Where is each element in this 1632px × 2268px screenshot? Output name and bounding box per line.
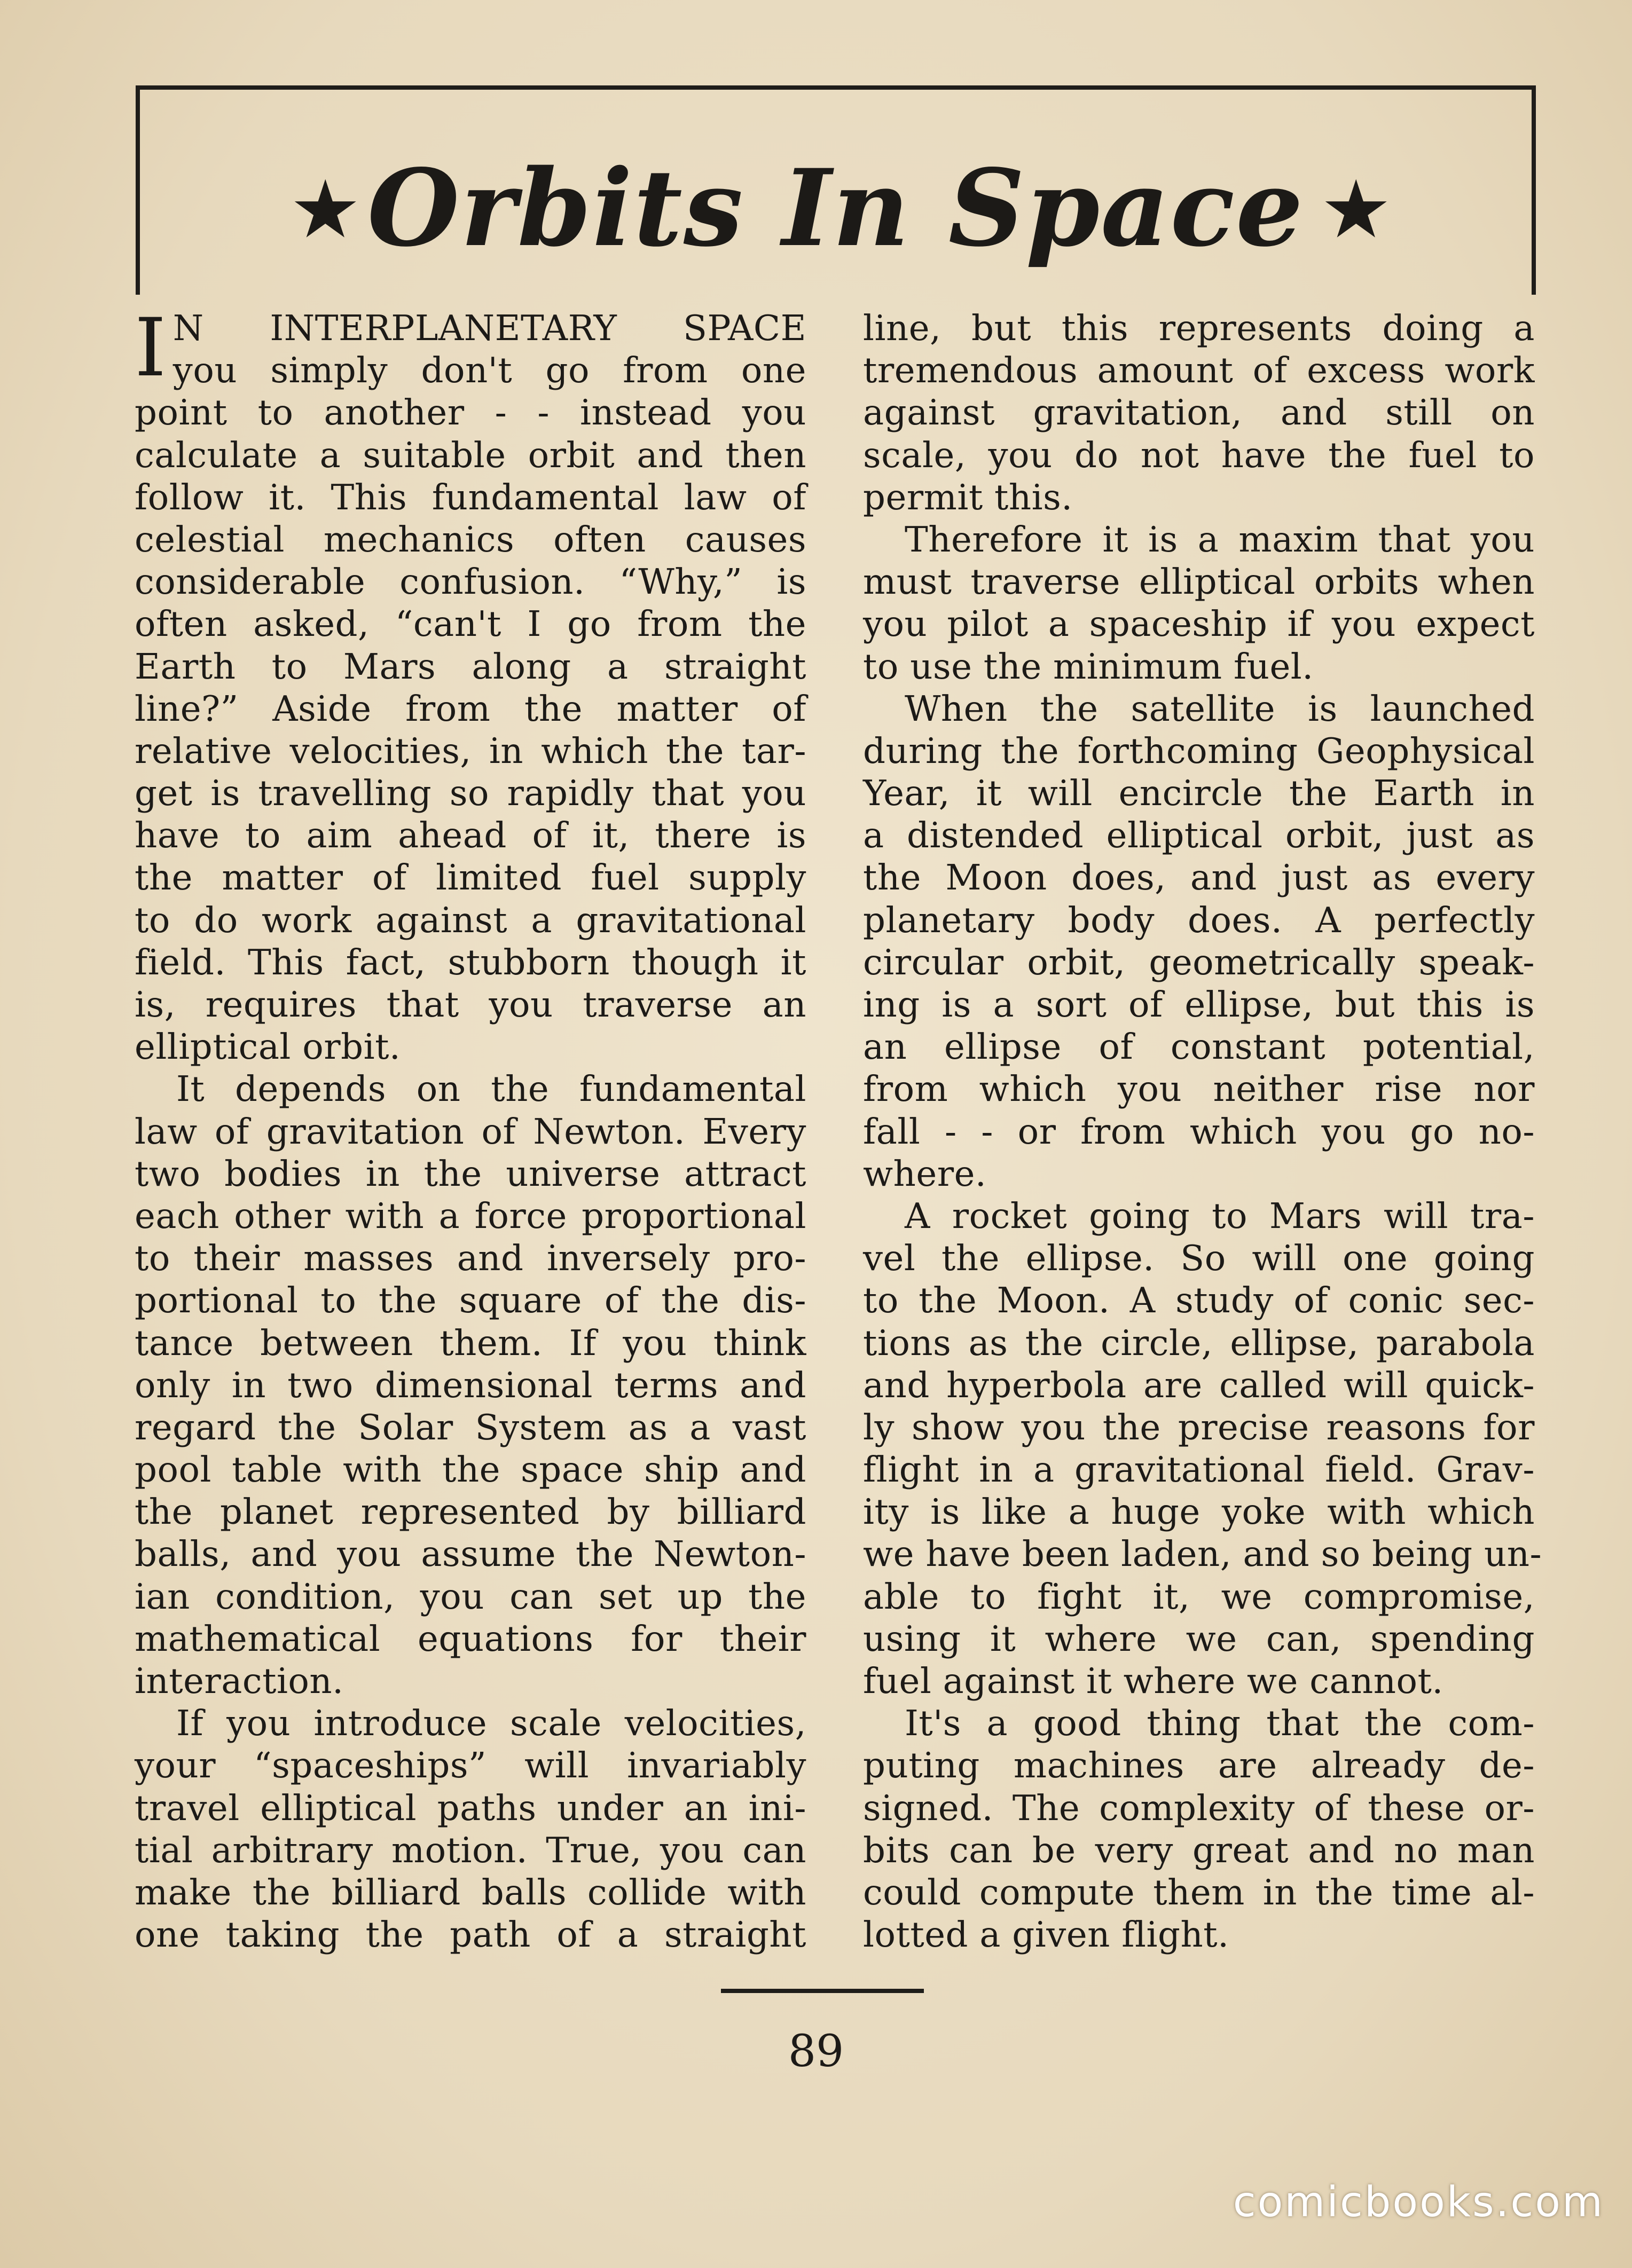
text-line: you pilot a spaceship if you expect: [863, 604, 1535, 645]
text-line: Earth to Mars along a straight: [135, 646, 806, 687]
text-line: each other with a force proportional: [135, 1195, 806, 1237]
text-line: mathematical equations for their: [135, 1618, 806, 1659]
text-line: during the forthcoming Geophysical: [863, 730, 1535, 771]
text-line: and hyperbola are called will quick-: [863, 1365, 1535, 1406]
text-line: to their masses and inversely pro-: [135, 1238, 806, 1279]
text-line: ity is like a huge yoke with which: [863, 1492, 1535, 1533]
text-line: the Moon does, and just as every: [863, 857, 1535, 899]
text-line: regard the Solar System as a vast: [135, 1407, 806, 1448]
text-line: one taking the path of a straight: [135, 1915, 806, 1956]
text-line: bits can be very great and no man: [863, 1830, 1535, 1871]
text-line: travel elliptical paths under an ini-: [135, 1787, 806, 1829]
text-line: the matter of limited fuel supply: [135, 857, 806, 899]
text-line: is, requires that you traverse an: [135, 985, 806, 1025]
text-line: ly show you the precise reasons for: [863, 1407, 1535, 1448]
text-line: only in two dimensional terms and: [135, 1365, 806, 1406]
text-line: field. This fact, stubborn though it: [135, 942, 806, 983]
text-line: If you introduce scale velocities,: [176, 1703, 806, 1744]
text-line: N INTERPLANETARY SPACE: [172, 308, 806, 349]
text-line: we have been laden, and so being un-: [863, 1534, 1542, 1575]
text-line: from which you neither rise nor: [863, 1069, 1535, 1110]
text-line: considerable confusion. “Why,” is: [135, 562, 806, 603]
text-line: law of gravitation of Newton. Every: [135, 1111, 806, 1152]
title-frame: [136, 85, 1536, 295]
footer-rule: [721, 1989, 924, 1993]
text-line: you simply don't go from one: [172, 350, 806, 391]
text-line: could compute them in the time al-: [863, 1872, 1535, 1913]
star-icon: ★: [289, 163, 362, 256]
text-line: scale, you do not have the fuel to: [863, 435, 1535, 476]
right-column: [863, 308, 1542, 1956]
text-line: often asked, “can't I go from the: [135, 604, 806, 645]
text-line: where.: [863, 1153, 987, 1194]
text-line: puting machines are already de-: [863, 1745, 1535, 1786]
text-line: two bodies in the universe attract: [135, 1153, 806, 1194]
text-line: pool table with the space ship and: [135, 1450, 806, 1491]
text-line: vel the ellipse. So will one going: [863, 1238, 1535, 1279]
text-line: balls, and you assume the Newton-: [135, 1534, 806, 1575]
text-line: an ellipse of constant potential,: [863, 1027, 1535, 1068]
text-line: to the Moon. A study of conic sec-: [863, 1280, 1535, 1321]
text-line: against gravitation, and still on: [863, 392, 1535, 434]
text-line: elliptical orbit.: [135, 1027, 401, 1068]
text-line: calculate a suitable orbit and then: [135, 435, 806, 476]
text-line: ian condition, you can set up the: [135, 1576, 806, 1617]
text-line: signed. The complexity of these or-: [863, 1787, 1535, 1829]
text-line: tance between them. If you think: [135, 1322, 806, 1364]
text-line: line, but this represents doing a: [863, 308, 1535, 349]
text-line: portional to the square of the dis-: [135, 1280, 806, 1321]
text-line: permit this.: [863, 477, 1073, 518]
drop-cap: I: [135, 302, 167, 395]
text-line: able to fight it, we compromise,: [863, 1576, 1535, 1617]
text-line: tions as the circle, ellipse, parabola: [863, 1322, 1535, 1364]
page-number: 89: [788, 2026, 844, 2077]
text-line: It's a good thing that the com-: [905, 1703, 1535, 1744]
text-line: to do work against a gravitational: [135, 900, 806, 941]
text-line: to use the minimum fuel.: [863, 646, 1314, 687]
star-icon: ★: [1320, 163, 1392, 256]
text-line: using it where we can, spending: [863, 1618, 1535, 1659]
text-line: tremendous amount of excess work: [863, 350, 1535, 391]
text-line: point to another - - instead you: [135, 392, 806, 434]
text-line: tial arbitrary motion. True, you can: [135, 1830, 806, 1871]
text-line: your “spaceships” will invariably: [135, 1745, 806, 1786]
text-line: Therefore it is a maxim that you: [905, 519, 1535, 560]
text-line: relative velocities, in which the tar-: [135, 730, 806, 771]
text-line: Year, it will encircle the Earth in: [863, 773, 1535, 814]
text-line: follow it. This fundamental law of: [135, 477, 806, 518]
text-line: make the billiard balls collide with: [135, 1872, 806, 1913]
text-line: must traverse elliptical orbits when: [863, 562, 1535, 603]
text-line: line?” Aside from the matter of: [135, 688, 806, 729]
text-line: have to aim ahead of it, there is: [135, 815, 806, 856]
text-line: lotted a given flight.: [863, 1915, 1229, 1956]
text-line: get is travelling so rapidly that you: [135, 773, 806, 814]
text-line: circular orbit, geometrically speak-: [863, 942, 1535, 983]
text-line: the planet represented by billiard: [135, 1492, 806, 1533]
article-title: Orbits In Space: [367, 146, 1305, 270]
text-line: A rocket going to Mars will tra-: [905, 1195, 1535, 1237]
text-line: interaction.: [135, 1661, 344, 1702]
text-line: ing is a sort of ellipse, but this is: [863, 985, 1535, 1025]
text-line: flight in a gravitational field. Grav-: [863, 1450, 1535, 1491]
text-line: When the satellite is launched: [905, 688, 1535, 729]
text-line: celestial mechanics often causes: [135, 519, 806, 560]
watermark: comicbooks.com: [1233, 2178, 1604, 2226]
left-column: [135, 302, 806, 1956]
text-line: fall - - or from which you go no-: [863, 1111, 1535, 1152]
text-line: planetary body does. A perfectly: [863, 900, 1535, 941]
text-line: fuel against it where we cannot.: [863, 1661, 1443, 1702]
text-line: It depends on the fundamental: [176, 1069, 806, 1110]
text-line: a distended elliptical orbit, just as: [863, 815, 1535, 856]
